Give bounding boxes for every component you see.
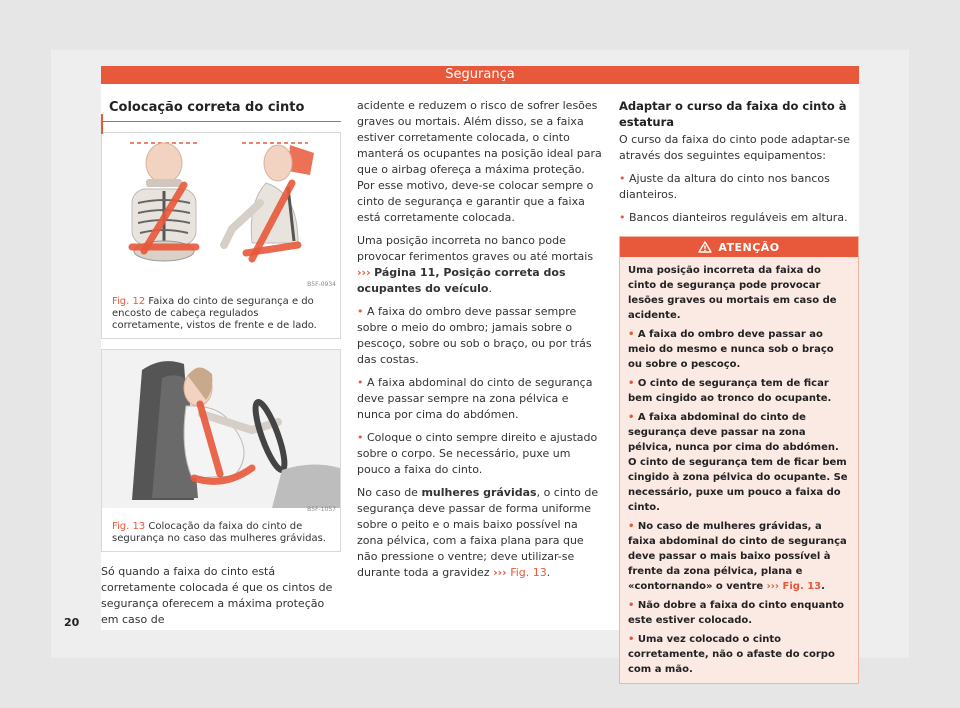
bullet-icon: •: [628, 521, 635, 532]
middle-paragraph-2: [357, 233, 603, 297]
link-arrow-icon: ›››: [493, 566, 507, 579]
bullet-icon: •: [628, 329, 635, 340]
bullet-icon: •: [628, 634, 635, 645]
warning-item-3: [628, 410, 850, 515]
middle-bullet-3: [357, 430, 603, 478]
warning-item-text: A faixa abdominal do cinto de segurança deve passar na zona pélvica, nunca por cima do abdómen. O cinto de segurança tem de ficar bem cingido à zona pélvica do ocupante. Se necessário, puxe um pouco a faixa do cinto.: [628, 412, 848, 513]
page-reference-link[interactable]: Página 11, Posição correta dos ocupantes do veículo: [357, 266, 566, 295]
paragraph-end: .: [488, 282, 492, 295]
warning-item-text: Não dobre a faixa do cinto enquanto este estiver colocado.: [628, 600, 844, 626]
bullet-icon: •: [357, 376, 364, 389]
right-column: [619, 98, 859, 684]
figure-caption: [102, 515, 340, 551]
middle-paragraph-3: [357, 485, 603, 581]
header-title: Segurança: [445, 67, 515, 82]
left-column: [101, 84, 341, 635]
bullet-text: Ajuste da altura do cinto nos bancos dianteiros.: [619, 172, 830, 201]
paragraph-text: Uma posição incorreta no banco pode provocar ferimentos graves ou até mortais: [357, 234, 594, 263]
bullet-text: A faixa abdominal do cinto de segurança deve passar sempre na zona pélvica e nunca por cima do abdómen.: [357, 376, 593, 421]
right-bullet-1: [619, 171, 859, 203]
figure-caption: [102, 290, 340, 338]
warning-item-1: [628, 327, 850, 372]
link-arrow-icon: ›››: [766, 581, 780, 592]
bullet-icon: •: [619, 211, 626, 224]
warning-header: [620, 237, 858, 257]
page-header: [101, 66, 859, 84]
warning-item-6: [628, 632, 850, 677]
link-arrow-icon: ›››: [357, 266, 371, 279]
figure-12: [101, 132, 341, 339]
warning-item-2: [628, 376, 850, 406]
bullet-text: A faixa do ombro deve passar sempre sobre o meio do ombro; jamais sobre o pescoço, sobre ou sob o braço, ou por trás das costas.: [357, 305, 592, 366]
bullet-text: Bancos dianteiros reguláveis em altura.: [629, 211, 848, 224]
bullet-text: Coloque o cinto sempre direito e ajustado sobre o corpo. Se necessário, puxe um pouco a faixa do cinto.: [357, 431, 598, 476]
item-end: .: [821, 581, 825, 592]
figure-code-row: [102, 271, 340, 290]
pregnant-seatbelt-illustration: [102, 350, 340, 508]
paragraph-end: .: [546, 566, 551, 579]
left-paragraph: Só quando a faixa do cinto está corretamente colocada é que os cintos de segurança oferecem a máxima proteção em caso de: [101, 565, 333, 626]
emphasis-text: mulheres grávidas: [421, 486, 537, 499]
paragraph-text: No caso de: [357, 486, 418, 499]
bullet-icon: •: [357, 305, 364, 318]
warning-item-text: Uma vez colocado o cinto corretamente, não o afaste do corpo com a mão.: [628, 634, 835, 675]
caption-text: Faixa do cinto de segurança e do encosto de cabeça regulados corretamente, vistos de frente e de lado.: [112, 296, 317, 331]
bullet-icon: •: [628, 412, 635, 423]
bullet-icon: •: [628, 600, 635, 611]
warning-body: [620, 257, 858, 683]
page-number: 20: [64, 616, 80, 629]
figure-code: B5F-1057: [307, 506, 336, 513]
middle-bullet-1: [357, 304, 603, 368]
figure-code-row: [102, 496, 340, 515]
seatbelt-front-side-illustration: [102, 133, 340, 283]
middle-column: [357, 98, 603, 588]
middle-bullet-2: [357, 375, 603, 423]
section-heading: [101, 100, 341, 122]
warning-item-4: [628, 519, 850, 594]
bullet-icon: •: [628, 378, 635, 389]
caption-text: Colocação da faixa do cinto de segurança no caso das mulheres grávidas.: [112, 521, 326, 544]
figure-label: Fig. 12: [112, 296, 146, 307]
warning-item-text: A faixa do ombro deve passar ao meio do mesmo e nunca sob o braço ou sobre o pescoço.: [628, 329, 834, 370]
figure-label: Fig. 13: [112, 521, 146, 532]
figure-code: B5F-0934: [307, 281, 336, 288]
paragraph-text: , o cinto de segurança deve passar de forma uniforme sobre o peito e o mais baixo possível na zona pélvica, com a faixa plana para que não pressione o ventre; deve utilizar-se durante toda a gravidez: [357, 486, 599, 579]
right-intro: O curso da faixa do cinto pode adaptar-se através dos seguintes equipamentos:: [619, 133, 850, 162]
warning-triangle-icon: [698, 241, 712, 253]
right-bullet-2: [619, 210, 859, 226]
subsection-title: Adaptar o curso da faixa do cinto à estatura: [619, 99, 847, 129]
figure-13: [101, 349, 341, 552]
bullet-icon: •: [357, 431, 364, 444]
middle-paragraph-1: acidente e reduzem o risco de sofrer lesões graves ou mortais. Além disso, se a faixa estiver corretamente colocada, o cinto manterá os ocupantes na posição ideal para que o airbag ofereça a máxima proteção. Por esse motivo, deve-se colocar sempre o cinto de segurança e garantir que a faixa está corretamente colocada.: [357, 99, 602, 224]
figure-reference-link[interactable]: Fig. 13: [782, 581, 822, 592]
heading-marker: [101, 114, 103, 134]
page-content: [101, 84, 859, 675]
section-title: Colocação correta do cinto: [109, 100, 305, 115]
warning-box: [619, 236, 859, 684]
figure-reference-link[interactable]: Fig. 13: [510, 566, 547, 579]
warning-item-text: No caso de mulheres grávidas, a faixa abdominal do cinto de segurança deve passar o mais baixo possível à frente da zona pélvica, plana e «contornando» o ventre: [628, 521, 847, 592]
warning-title: ATENÇÃO: [718, 240, 780, 254]
warning-item-text: O cinto de segurança tem de ficar bem cingido ao tronco do ocupante.: [628, 378, 832, 404]
warning-lead: Uma posição incorreta da faixa do cinto de segurança pode provocar lesões graves ou mortais em caso de acidente.: [628, 265, 837, 321]
bullet-icon: •: [619, 172, 626, 185]
warning-item-5: [628, 598, 850, 628]
